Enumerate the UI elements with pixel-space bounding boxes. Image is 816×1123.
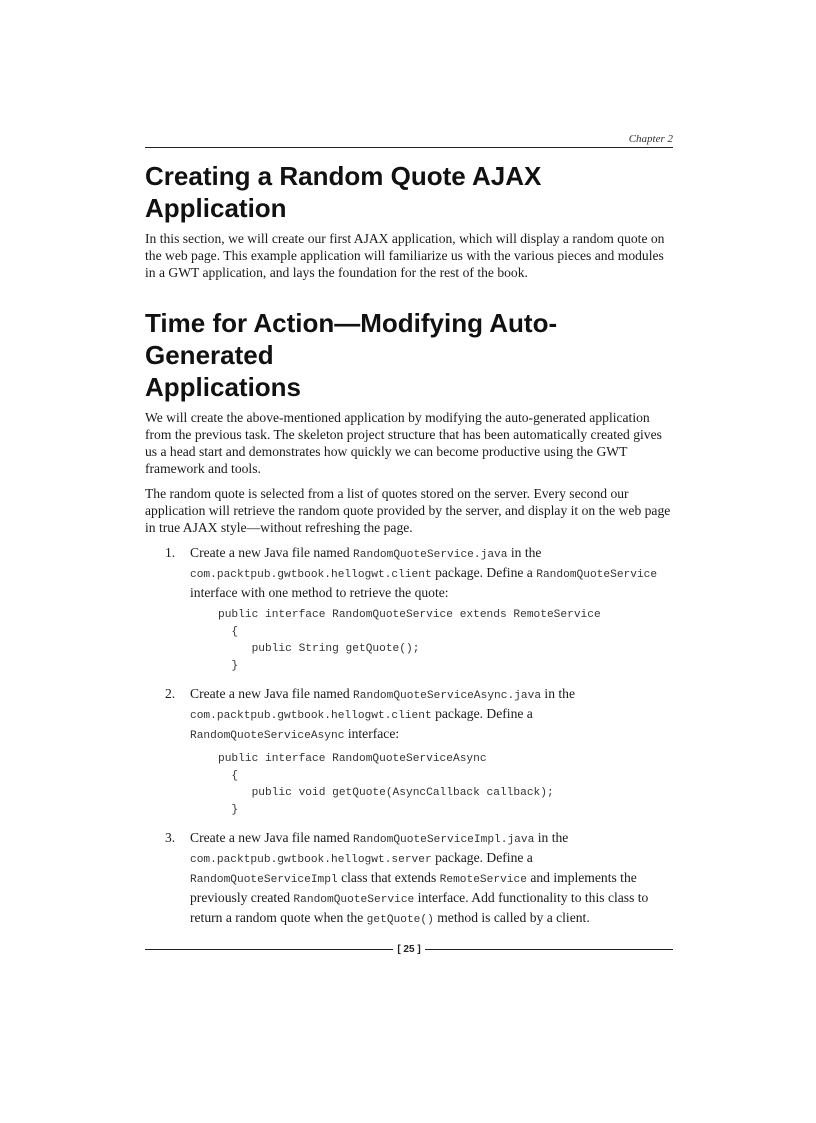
footer-rule-left [145, 949, 393, 950]
step-text: Create a new Java file named RandomQuoteService.java in the com.packtpub.gwtbook.hellogwt.client package. Define a RandomQuoteService interface with one method to retrieve the quote: [190, 545, 658, 600]
step-item-1 [145, 544, 673, 675]
heading-line-2: Application [145, 193, 287, 223]
step-item-2 [145, 685, 673, 819]
step-number: 1. [165, 545, 176, 560]
page-number: [ 25 ] [397, 944, 421, 955]
step-text: Create a new Java file named RandomQuoteServiceImpl.java in the com.packtpub.gwtbook.hellogwt.server package. Define a RandomQuoteServiceImpl class that extends RemoteService and implements the previously created RandomQuoteService interface. Add functionality to this class to return a random quote when the getQuote() method is called by a client. [190, 830, 649, 926]
heading-line-2: Applications [145, 372, 302, 402]
section-heading-creating-random-quote [145, 160, 673, 224]
action-paragraph-1: We will create the above-mentioned application by modifying the auto-generated application from the previous task. The skeleton project structure that has been automatically created gives us a head start and demonstrates how quickly we can become productive using the GWT framework and tools. [145, 410, 662, 476]
steps-list [145, 544, 673, 929]
step-number: 3. [165, 830, 176, 845]
section-heading-time-for-action [145, 307, 673, 403]
step-number: 2. [165, 686, 176, 701]
code-block: public interface RandomQuoteService extends RemoteService { public String getQuote(); } [218, 609, 601, 672]
code-block: public interface RandomQuoteServiceAsync { public void getQuote(AsyncCallback callback); } [218, 753, 554, 816]
footer-rule-right [425, 949, 673, 950]
running-head: Chapter 2 [145, 133, 673, 148]
page-footer [145, 944, 673, 955]
heading-line-1: Creating a Random Quote AJAX [145, 161, 542, 191]
step-item-3 [145, 829, 673, 929]
book-page [145, 133, 673, 939]
heading-line-1: Time for Action—Modifying Auto-Generated [145, 308, 558, 370]
action-paragraph-2: The random quote is selected from a list of quotes stored on the server. Every second our application will retrieve the random quote provided by the server, and display it on the web page in true AJAX style—without refreshing the page. [145, 486, 671, 535]
intro-paragraph: In this section, we will create our first AJAX application, which will display a random quote on the web page. This example application will familiarize us with the various pieces and modules in a GWT application, and lays the foundation for the rest of the book. [145, 231, 665, 280]
step-text: Create a new Java file named RandomQuoteServiceAsync.java in the com.packtpub.gwtbook.hellogwt.client package. Define a RandomQuoteServiceAsync interface: [190, 686, 576, 742]
